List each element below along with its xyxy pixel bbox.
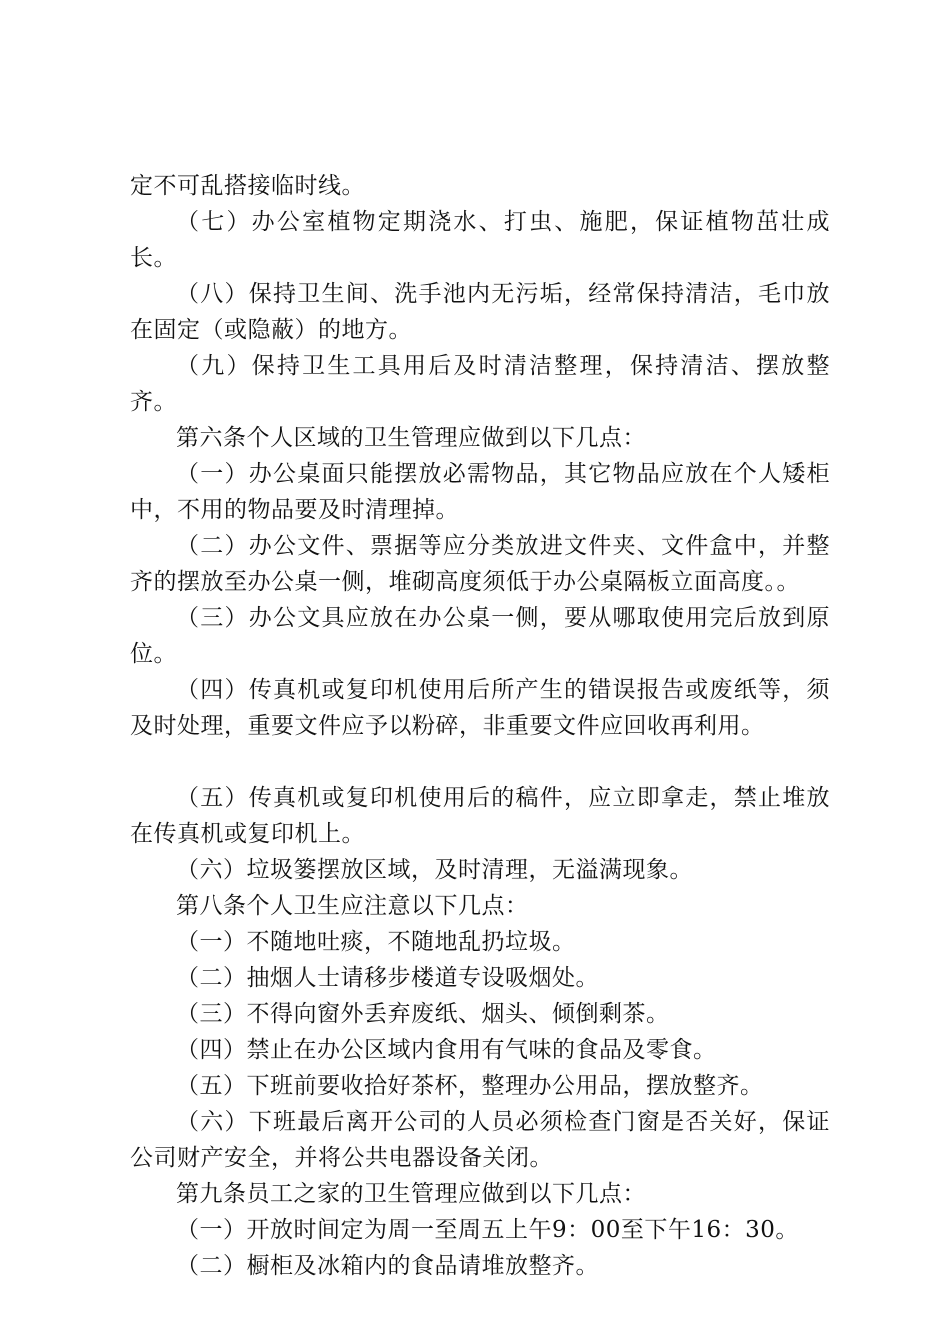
paragraph-item-7-plants: （七）办公室植物定期浇水、打虫、施肥，保证植物茁壮成长。 bbox=[130, 209, 830, 271]
section-heading-article-6: 第六条个人区域的卫生管理应做到以下几点： bbox=[176, 425, 646, 451]
paragraph-article-6-item-5: （五）传真机或复印机使用后的稿件，应立即拿走，禁止堆放在传真机或复印机上。 bbox=[130, 785, 830, 847]
paragraph-item-8-restroom: （八）保持卫生间、洗手池内无污垢，经常保持清洁，毛巾放在固定（或隐蔽）的地方。 bbox=[130, 281, 830, 343]
paragraph-article-6-item-1: （一）办公桌面只能摆放必需物品，其它物品应放在个人矮柜中，不用的物品要及时清理掉。 bbox=[130, 461, 830, 523]
section-heading-article-8: 第八条个人卫生应注意以下几点： bbox=[176, 893, 529, 919]
paragraph-article-8-item-5: （五）下班前要收拾好茶杯，整理办公用品，摆放整齐。 bbox=[176, 1073, 764, 1099]
document-body bbox=[130, 168, 830, 1284]
paragraph-article-8-item-2: （二）抽烟人士请移步楼道专设吸烟处。 bbox=[176, 965, 599, 991]
section-heading-article-9: 第九条员工之家的卫生管理应做到以下几点： bbox=[176, 1181, 646, 1207]
paragraph-continuation: 定不可乱搭接临时线。 bbox=[130, 173, 365, 199]
paragraph-article-8-item-3: （三）不得向窗外丢弃废纸、烟头、倾倒剩茶。 bbox=[176, 1001, 670, 1027]
paragraph-article-9-item-1: （一）开放时间定为周一至周五上午9：00至下午16：30。 bbox=[176, 1217, 799, 1243]
paragraph-article-6-item-6: （六）垃圾篓摆放区域，及时清理，无溢满现象。 bbox=[176, 857, 693, 883]
paragraph-article-9-item-2: （二）橱柜及冰箱内的食品请堆放整齐。 bbox=[176, 1253, 599, 1279]
paragraph-article-6-item-4: （四）传真机或复印机使用后所产生的错误报告或废纸等，须及时处理，重要文件应予以粉碎，非重要文件应回收再利用。 bbox=[130, 677, 830, 739]
paragraph-article-8-item-6: （六）下班最后离开公司的人员必须检查门窗是否关好，保证公司财产安全，并将公共电器设备关闭。 bbox=[130, 1109, 830, 1171]
paragraph-item-9-tools: （九）保持卫生工具用后及时清洁整理，保持清洁、摆放整齐。 bbox=[130, 353, 830, 415]
paragraph-article-6-item-3: （三）办公文具应放在办公桌一侧，要从哪取使用完后放到原位。 bbox=[130, 605, 830, 667]
paragraph-article-8-item-4: （四）禁止在办公区域内食用有气味的食品及零食。 bbox=[176, 1037, 717, 1063]
paragraph-article-6-item-2: （二）办公文件、票据等应分类放进文件夹、文件盒中，并整齐的摆放至办公桌一侧，堆砌高度须低于办公桌隔板立面高度。。 bbox=[130, 533, 830, 595]
paragraph-article-8-item-1: （一）不随地吐痰，不随地乱扔垃圾。 bbox=[176, 929, 576, 955]
